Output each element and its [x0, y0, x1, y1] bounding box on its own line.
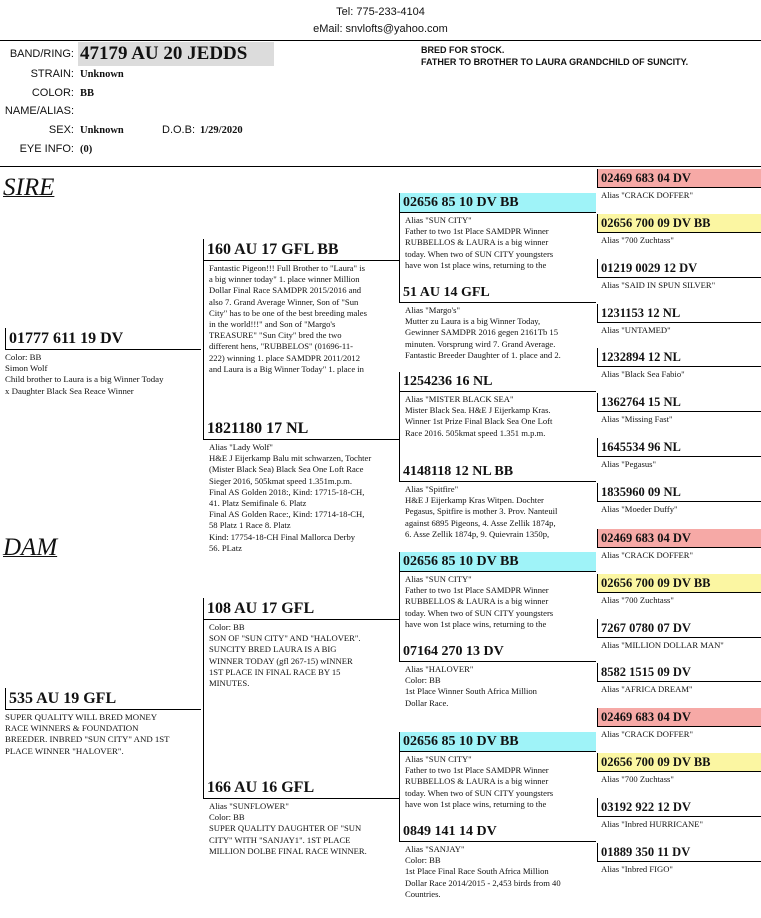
g3-desc-line: Father to two 1st Place SAMDPR Winner — [405, 765, 549, 776]
g3-desc-line: have won 1st place wins, returning to the — [405, 618, 547, 629]
g4-alias: Alias "MILLION DOLLAR MAN" — [601, 640, 724, 650]
g4-ring: 03192 922 12 DV — [597, 798, 761, 817]
g4-alias: Alias "Black Sea Fabio" — [601, 369, 685, 379]
eye-label: EYE INFO: — [19, 143, 74, 155]
g3-desc-line: Winner 1st Prize Final Black Sea One Loft — [405, 416, 553, 427]
g4-alias: Alias "700 Zuchtass" — [601, 774, 674, 784]
g4-bird-2 — [597, 214, 761, 258]
g2-desc-line: Sieger 2016, 505kmat speed 1.351m.p.m. — [209, 475, 352, 486]
g3-desc-line: RUBBELLOS & LAURA is a big winner — [405, 596, 549, 607]
g2-desc-line: Dollar Final Race SAMDPR 2015/2016 and — [209, 285, 362, 296]
g4-bird-8 — [597, 483, 761, 527]
g2-desc-line: Alias "SUNFLOWER" — [209, 801, 289, 811]
dam-desc-line: SUPER QUALITY WILL BRED MONEY — [5, 712, 158, 722]
g3-desc-line: Alias "Spitfire" — [405, 484, 459, 494]
g3-desc-line: Alias "MISTER BLACK SEA" — [405, 394, 514, 404]
g4-ring: 02469 683 04 DV — [597, 169, 761, 188]
g2-desc-line: H&E J Eijerkamp Balu mit schwarzen, Tochter — [209, 453, 372, 464]
g3-desc-line: today. When two of SUN CITY youngsters — [405, 607, 554, 618]
g3-desc-line: 6. Asse Zellik 1874p, 9. Quievrain 1350p, — [405, 528, 550, 539]
sire-desc-line: Color: BB — [5, 352, 42, 362]
g3-desc — [399, 662, 596, 709]
g3-ring: 07164 270 13 DV — [399, 642, 596, 662]
dam-desc-line: RACE WINNERS & FOUNDATION — [5, 723, 139, 734]
g3-desc — [399, 482, 596, 540]
g2-desc-line: also 7. Grand Average Winner, Son of "Sun — [209, 296, 359, 307]
g2-bird-4 — [203, 777, 399, 918]
g4-bird-5 — [597, 348, 761, 392]
g3-ring: 02656 85 10 DV BB — [399, 732, 596, 752]
g4-alias: Alias "700 Zuchtass" — [601, 595, 674, 605]
g3-desc-line: against 6895 Pigeons, 4. Asse Zellik 1874p, — [405, 517, 556, 528]
contact-email[interactable]: eMail: snvlofts@yahoo.com — [313, 23, 448, 35]
g3-desc-line: Race 2016. 505kmat speed 1.351 m.p.m. — [405, 427, 546, 438]
dam-desc — [5, 710, 201, 757]
subject-color: BB — [80, 88, 95, 99]
g2-desc-line: (Mister Black Sea) Black Sea One Loft Race — [209, 464, 364, 475]
g2-desc-line: Alias "Lady Wolf" — [209, 442, 273, 452]
g3-desc-line: Alias "Margo's" — [405, 305, 460, 315]
g4-bird-13 — [597, 708, 761, 752]
g3-desc-line: 1st Place Final Race South Africa Million — [405, 866, 549, 877]
g4-alias: Alias "AFRICA DREAM" — [601, 684, 693, 694]
g4-bird-10 — [597, 574, 761, 618]
dam-heading: DAM — [3, 534, 58, 561]
g2-desc-line: MINUTES. — [209, 678, 250, 689]
g2-ring: 108 AU 17 GFL — [203, 598, 399, 620]
info-divider — [0, 166, 761, 167]
g4-alias: Alias "Inbred FIGO" — [601, 864, 673, 874]
sire-desc — [5, 350, 201, 397]
g3-bird-6 — [399, 642, 596, 730]
g4-ring: 02656 700 09 DV BB — [597, 574, 761, 593]
g2-desc-line: 41. Platz Semifinale 6. Platz — [209, 498, 307, 509]
g3-desc-line: minuten. Vorsprung wird 7. Grand Average. — [405, 338, 556, 349]
g3-desc-line: have won 1st place wins, returning to the — [405, 798, 547, 809]
color-label: COLOR: — [31, 87, 74, 99]
subject-sex: Unknown — [80, 125, 124, 136]
sex-label: SEX: — [48, 124, 74, 136]
g2-desc-line: SUNCITY BRED LAURA IS A BIG — [209, 644, 337, 655]
subject-dob: 1/29/2020 — [200, 125, 243, 136]
dam-desc-line: BREEDER. INBRED "SUN CITY" AND 1ST — [5, 734, 170, 745]
header-divider — [0, 40, 761, 41]
g3-bird-5 — [399, 552, 596, 640]
g3-desc-line: Dollar Race 2014/2015 - 2,453 birds from 40 — [405, 877, 561, 888]
g4-bird-12 — [597, 663, 761, 707]
sire-desc-line: Simon Wolf — [5, 363, 48, 374]
g2-ring: 160 AU 17 GFL BB — [203, 239, 399, 261]
g3-desc — [399, 752, 596, 810]
strain-label: STRAIN: — [30, 68, 74, 80]
g2-bird-1 — [203, 239, 399, 415]
g4-alias: Alias "CRACK DOFFER" — [601, 190, 694, 200]
g2-desc-line: Final AS Golden Race:, Kind: 17714-18-CH, — [209, 509, 365, 520]
g4-ring: 1362764 15 NL — [597, 393, 761, 412]
subject-band: 47179 AU 20 JEDDS — [78, 42, 274, 66]
g4-ring: 02469 683 04 DV — [597, 708, 761, 727]
g4-ring: 02656 700 09 DV BB — [597, 753, 761, 772]
g3-desc-line: 1st Place Winner South Africa Million — [405, 686, 537, 697]
g3-desc-line: H&E J Eijerkamp Kras Witpen. Dochter — [405, 495, 544, 506]
g4-alias: Alias "Pegasus" — [601, 459, 656, 469]
g3-desc-line: RUBBELLOS & LAURA is a big winner — [405, 237, 549, 248]
g3-desc-line: Alias "HALOVER" — [405, 664, 474, 674]
g3-desc-line: Dollar Race. — [405, 697, 449, 708]
g3-bird-7 — [399, 732, 596, 820]
dam-card — [5, 688, 201, 778]
g3-bird-8 — [399, 822, 596, 918]
g4-bird-3 — [597, 259, 761, 303]
g4-ring: 1835960 09 NL — [597, 483, 761, 502]
g2-desc-line: Color: BB — [209, 812, 245, 823]
g3-desc-line: Father to two 1st Place SAMDPR Winner — [405, 226, 549, 237]
g3-desc-line: Father to two 1st Place SAMDPR Winner — [405, 585, 549, 596]
g2-desc-line: in the world!!!" and Son of "Margo's — [209, 319, 336, 330]
g3-desc-line: Color: BB — [405, 675, 441, 686]
g3-ring: 51 AU 14 GFL — [399, 283, 596, 303]
g3-desc-line: Alias "SUN CITY" — [405, 754, 472, 764]
g4-ring: 1645534 96 NL — [597, 438, 761, 457]
g4-ring: 01889 350 11 DV — [597, 843, 761, 862]
g2-desc — [203, 440, 399, 554]
g3-desc-line: today. When two of SUN CITY youngsters — [405, 787, 554, 798]
g2-desc-line: Kind: 17754-18-CH Final Mallorca Derby — [209, 531, 356, 542]
g3-desc-line: Pegasus, Spitfire is mother 3. Prov. Nanteuil — [405, 506, 558, 517]
g4-ring: 01219 0029 12 DV — [597, 259, 761, 278]
subject-eye: (0) — [80, 144, 93, 155]
g4-ring: 1231153 12 NL — [597, 304, 761, 323]
g2-desc-line: 222) winning 1. place SAMDPR 2011/2012 — [209, 352, 361, 363]
g3-desc-line: Mutter zu Laura is a big Winner Today, — [405, 316, 541, 327]
subject-note-1: BRED FOR STOCK. — [421, 45, 505, 55]
subject-note-2: FATHER TO BROTHER TO LAURA GRANDCHILD OF SUNCITY. — [421, 57, 689, 67]
g2-desc-line: 58 Platz 1 Race 8. Platz — [209, 520, 291, 531]
g2-desc — [203, 620, 399, 689]
g2-desc-line: CITY" WITH "SANJAY1". 1ST PLACE — [209, 834, 351, 845]
g4-alias: Alias "Moeder Duffy" — [601, 504, 678, 514]
g3-desc — [399, 842, 596, 900]
g3-desc-line: Mister Black Sea. H&E J Eijerkamp Kras. — [405, 405, 551, 416]
g3-bird-4 — [399, 462, 596, 550]
g2-desc-line: TREASURE" "Sun City" bred the two — [209, 330, 342, 341]
sire-card — [5, 328, 201, 418]
g2-desc-line: SUPER QUALITY DAUGHTER OF "SUN — [209, 823, 362, 834]
g2-desc-line: City" has to be one of the best breeding males — [209, 307, 367, 318]
g3-desc — [399, 572, 596, 630]
g3-ring: 1254236 16 NL — [399, 372, 596, 392]
g2-bird-3 — [203, 598, 399, 774]
g2-desc-line: Fantastic Pigeon!!! Full Brother to "Laura" is — [209, 263, 365, 273]
g4-bird-1 — [597, 169, 761, 213]
g3-ring: 02656 85 10 DV BB — [399, 552, 596, 572]
g2-ring: 1821180 17 NL — [203, 418, 399, 440]
g3-desc — [399, 303, 596, 361]
sire-ring: 01777 611 19 DV — [5, 328, 201, 350]
g4-ring: 1232894 12 NL — [597, 348, 761, 367]
g4-bird-7 — [597, 438, 761, 482]
g2-desc-line: a big winner today" 1. place winner Million — [209, 274, 360, 285]
g3-ring: 0849 141 14 DV — [399, 822, 596, 842]
g3-desc-line: Fantastic Breeder Daughter of 1. place and 2. — [405, 349, 561, 360]
dam-ring: 535 AU 19 GFL — [5, 688, 201, 710]
g2-desc-line: 56. PLatz — [209, 542, 242, 553]
g3-desc — [399, 392, 596, 439]
g3-desc-line: today. When two of SUN CITY youngsters — [405, 248, 554, 259]
g4-alias: Alias "Inbred HURRICANE" — [601, 819, 704, 829]
sire-heading: SIRE — [3, 174, 55, 201]
g2-desc-line: WINNER TODAY (gfl 267-15) wINNER — [209, 655, 353, 666]
g2-desc-line: and Laura is a Big Winner Today" 1. place in — [209, 363, 364, 374]
contact-tel: Tel: 775-233-4104 — [336, 6, 425, 18]
g4-bird-4 — [597, 304, 761, 348]
g2-desc-line: different hens, "RUBBELOS" (01696-11- — [209, 341, 354, 352]
g3-desc — [399, 213, 596, 271]
g2-desc-line: 1ST PLACE IN FINAL RACE BY 15 — [209, 666, 341, 677]
g2-desc — [203, 261, 399, 375]
g4-ring: 02469 683 04 DV — [597, 529, 761, 548]
g3-desc-line: Color: BB — [405, 855, 441, 866]
g2-desc-line: Color: BB — [209, 622, 245, 632]
g3-desc-line: Alias "SUN CITY" — [405, 215, 472, 225]
g3-desc-line: Alias "SANJAY" — [405, 844, 465, 854]
name-label: NAME/ALIAS: — [4, 105, 74, 117]
g3-desc-line: Alias "SUN CITY" — [405, 574, 472, 584]
g3-desc-line: Gewinner SAMDPR 2016 gegen 2161Tb 15 — [405, 327, 559, 338]
g4-alias: Alias "CRACK DOFFER" — [601, 550, 694, 560]
g4-alias: Alias "UNTAMED" — [601, 325, 671, 335]
g4-alias: Alias "700 Zuchtass" — [601, 235, 674, 245]
g2-desc — [203, 799, 399, 857]
g4-bird-14 — [597, 753, 761, 797]
g3-bird-3 — [399, 372, 596, 460]
g4-alias: Alias "CRACK DOFFER" — [601, 729, 694, 739]
subject-strain: Unknown — [80, 69, 124, 80]
g2-desc-line: MILLION DOLBE FINAL RACE WINNER. — [209, 845, 367, 856]
g4-bird-9 — [597, 529, 761, 573]
g3-desc-line: Countries. — [405, 888, 441, 899]
dob-label: D.O.B: — [162, 124, 196, 136]
dam-desc-line: PLACE WINNER "HALOVER". — [5, 745, 124, 756]
band-label: BAND/RING: — [9, 48, 74, 60]
g4-bird-15 — [597, 798, 761, 842]
g3-bird-2 — [399, 283, 596, 371]
g4-alias: Alias "Missing Fast" — [601, 414, 673, 424]
g2-desc-line: SON OF "SUN CITY" AND "HALOVER". — [209, 633, 361, 644]
g4-ring: 8582 1515 09 DV — [597, 663, 761, 682]
g2-ring: 166 AU 16 GFL — [203, 777, 399, 799]
g3-desc-line: RUBBELLOS & LAURA is a big winner — [405, 776, 549, 787]
g4-bird-11 — [597, 619, 761, 663]
g4-ring: 02656 700 09 DV BB — [597, 214, 761, 233]
g2-desc-line: Final AS Golden 2018:, Kind: 17715-18-CH, — [209, 486, 365, 497]
g3-desc-line: have won 1st place wins, returning to the — [405, 259, 547, 270]
g4-alias: Alias "SAID IN SPUN SILVER" — [601, 280, 716, 290]
g3-ring: 4148118 12 NL BB — [399, 462, 596, 482]
g4-bird-16 — [597, 843, 761, 887]
g4-ring: 7267 0780 07 DV — [597, 619, 761, 638]
g3-ring: 02656 85 10 DV BB — [399, 193, 596, 213]
sire-desc-line: x Daughter Black Sea Reace Winner — [5, 385, 134, 396]
g3-bird-1 — [399, 193, 596, 281]
g2-bird-2 — [203, 418, 399, 598]
sire-desc-line: Child brother to Laura is a big Winner Today — [5, 374, 164, 385]
g4-bird-6 — [597, 393, 761, 437]
